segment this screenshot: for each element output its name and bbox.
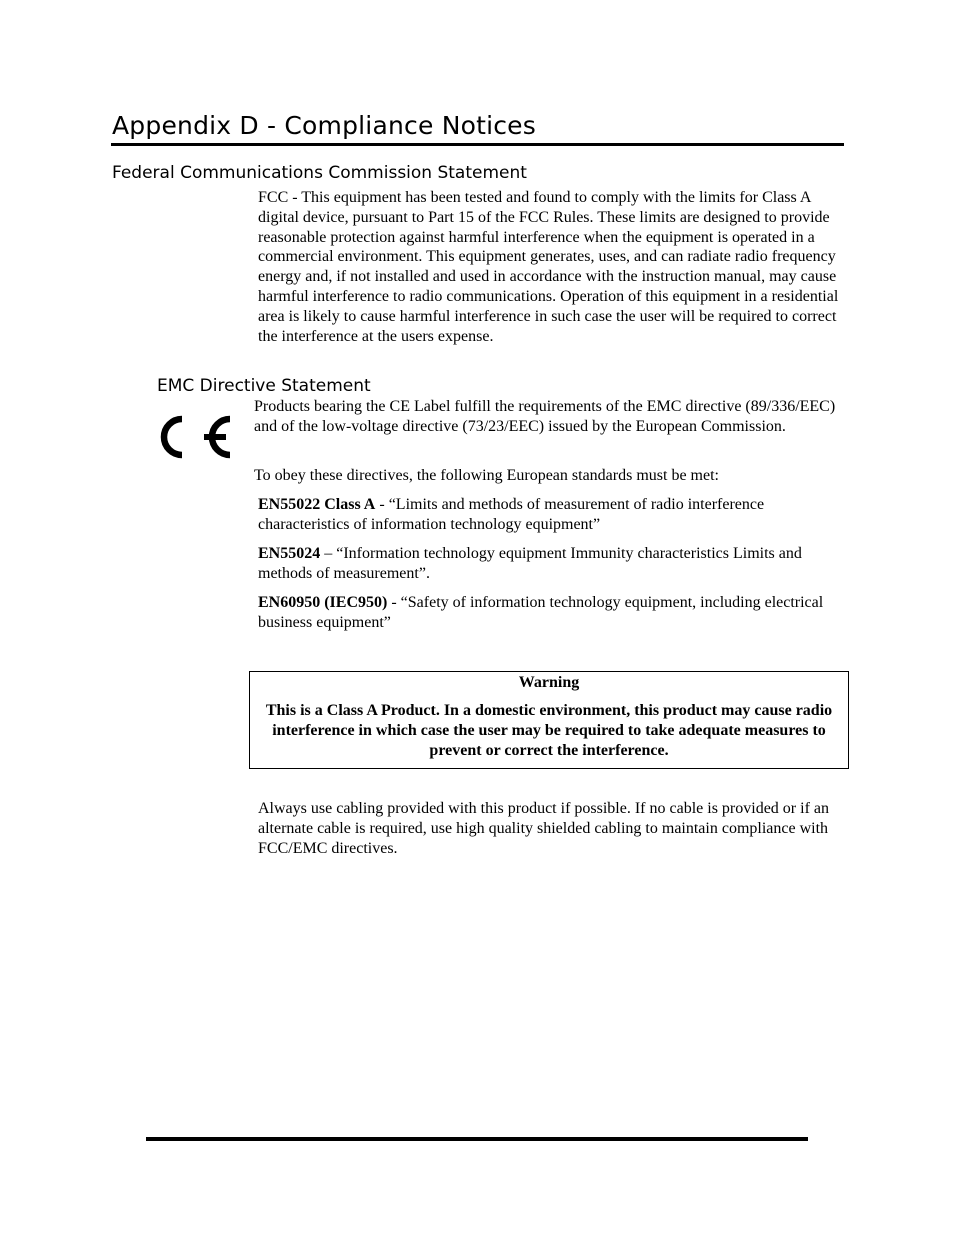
emc-ce-label-paragraph: Products bearing the CE Label fulfill the requirements of the EMC directive (89/336/EEC) and of the low-voltage directive (73/23/EEC) issued by the European Commission. [254, 398, 836, 435]
standard-code: EN60950 (IEC950) [258, 594, 388, 611]
emc-heading: EMC Directive Statement [157, 376, 371, 396]
emc-directives-intro: To obey these directives, the following European standards must be met: [254, 467, 719, 484]
fcc-statement: FCC - This equipment has been tested and found to comply with the limits for Class A digital device, pursuant to Part 15 of the FCC Rules. These limits are designed to provide reasonable protection against harmful interference when the equipment is operated in a commercial environment. This equipment generates, uses, and can radiate radio frequency energy and, if not installed and used in accordance with the instruction manual, may cause harmful interference to radio communications. Operation of this equipment in a residential area is likely to cause harmful interference in such case the user will be required to correct the interference at the users expense. [258, 189, 839, 345]
footer-rule [146, 1137, 808, 1141]
standard-en55022 [258, 495, 844, 535]
standard-en55024 [258, 544, 848, 584]
warning-text: This is a Class A Product. In a domestic environment, this product may cause radio interference in which case the user may be required to take adequate measures to prevent or correct the interference. [265, 702, 833, 759]
standard-description: – “Information technology equipment Immunity characteristics Limits and methods of measurement”. [258, 545, 802, 582]
fcc-heading: Federal Communications Commission Statement [112, 163, 527, 183]
ce-mark-icon [154, 413, 234, 461]
standard-code: EN55024 [258, 545, 321, 562]
cabling-notice: Always use cabling provided with this product if possible. If no cable is provided or if an alternate cable is required, use high quality shielded cabling to maintain compliance with FCC/EMC directives. [258, 800, 829, 857]
standard-description: - “Limits and methods of measurement of radio interference characteristics of information technology equipment” [258, 496, 765, 533]
warning-title: Warning [518, 674, 580, 691]
standard-code: EN55022 Class A [258, 496, 376, 513]
warning-box [249, 671, 849, 769]
standard-description: - “Safety of information technology equipment, including electrical business equipment” [258, 594, 824, 631]
page-title: Appendix D - Compliance Notices [112, 111, 536, 140]
title-underline [111, 143, 844, 146]
standard-en60950 [258, 593, 844, 633]
